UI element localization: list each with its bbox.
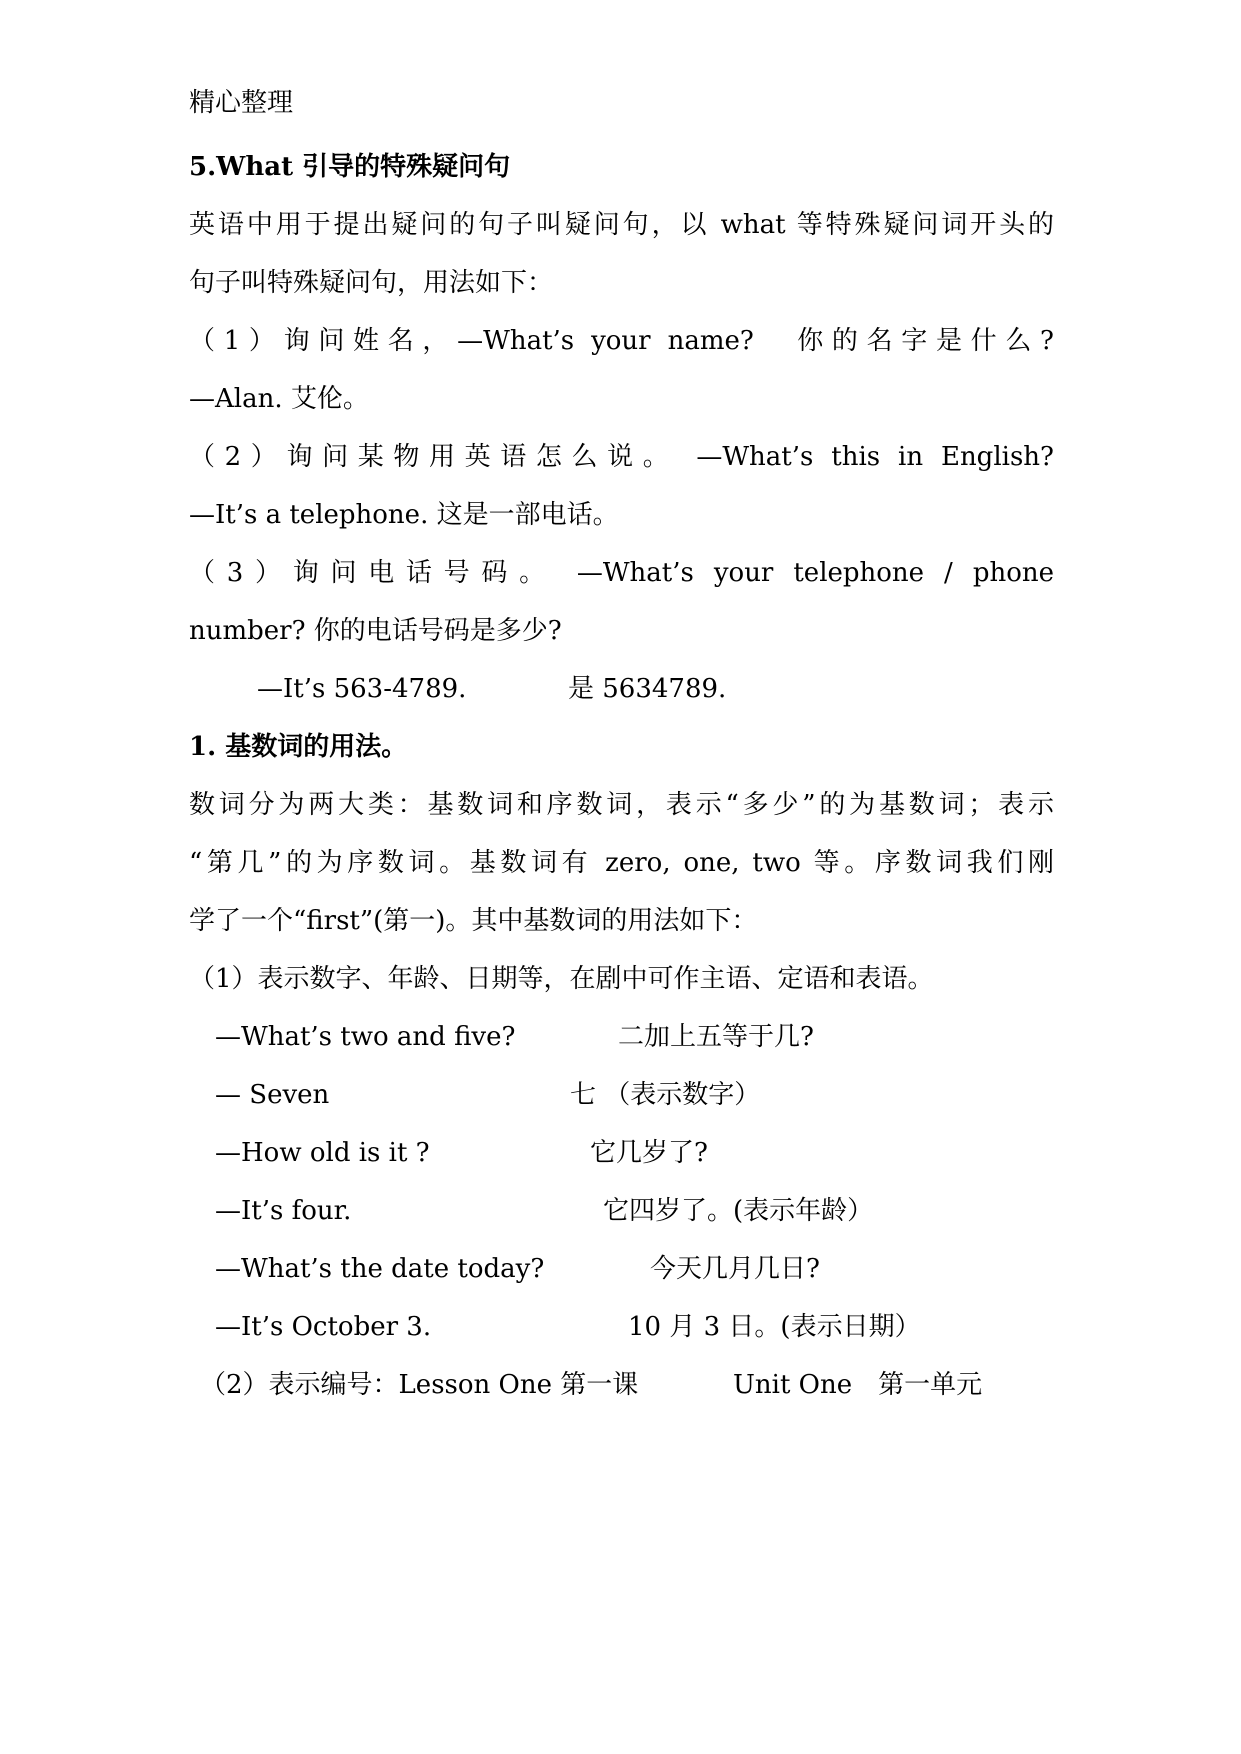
item-1-question: （1）询问姓名，—What’s your name? 你的名字是什么? <box>189 326 1054 356</box>
usage-1: （1）表示数字、年龄、日期等，在剧中可作主语、定语和表语。 <box>189 964 934 994</box>
example-2-en: — Seven <box>215 1080 330 1110</box>
item-3-question: （3）询问电话号码。 —What’s your telephone / phone <box>189 558 1054 588</box>
item-3-answer-en: —It’s 563-4789. <box>257 674 467 704</box>
section-5-title: 5.What 引导的特殊疑问句 <box>189 152 511 182</box>
example-5-en: —What’s the date today? <box>215 1254 545 1284</box>
section-5-intro-line-2: 句子叫特殊疑问句，用法如下： <box>189 268 554 298</box>
example-3-en: —How old is it ? <box>215 1138 430 1168</box>
section-1-title: 1. 基数词的用法。 <box>189 732 408 762</box>
item-2-question: （2）询问某物用英语怎么说。 —What’s this in English? <box>189 442 1054 472</box>
item-3-question-cont: number? 你的电话号码是多少? <box>189 616 562 646</box>
item-1-answer: —Alan. 艾伦。 <box>189 384 369 414</box>
example-1-zh: 二加上五等于几? <box>618 1022 814 1052</box>
example-6-zh: 10 月 3 日。(表示日期） <box>628 1312 921 1342</box>
example-4-zh: 它四岁了。(表示年龄） <box>603 1196 874 1226</box>
section-1-intro-line-2: “第几”的为序数词。基数词有 zero, one, two 等。序数词我们刚 <box>189 848 1054 878</box>
section-1-intro-line-3: 学了一个“first”(第一)。其中基数词的用法如下： <box>189 906 758 936</box>
example-6-en: —It’s October 3. <box>215 1312 432 1342</box>
example-2-zh: 七 （表示数字） <box>570 1080 761 1110</box>
example-4-en: —It’s four. <box>215 1196 352 1226</box>
page-header: 精心整理 <box>189 88 294 118</box>
usage-2-label: （2）表示编号：Lesson One 第一课 <box>200 1370 639 1400</box>
item-3-answer-zh: 是 5634789. <box>568 674 727 704</box>
item-2-answer: —It’s a telephone. 这是一部电话。 <box>189 500 619 530</box>
example-1-en: —What’s two and five? <box>215 1022 516 1052</box>
example-5-zh: 今天几月几日? <box>650 1254 820 1284</box>
section-1-intro-line-1: 数词分为两大类：基数词和序数词，表示“多少”的为基数词；表示 <box>189 790 1054 820</box>
section-5-intro-line-1: 英语中用于提出疑问的句子叫疑问句，以 what 等特殊疑问词开头的 <box>189 210 1054 240</box>
usage-2-extra: Unit One 第一单元 <box>733 1370 983 1400</box>
example-3-zh: 它几岁了? <box>590 1138 708 1168</box>
